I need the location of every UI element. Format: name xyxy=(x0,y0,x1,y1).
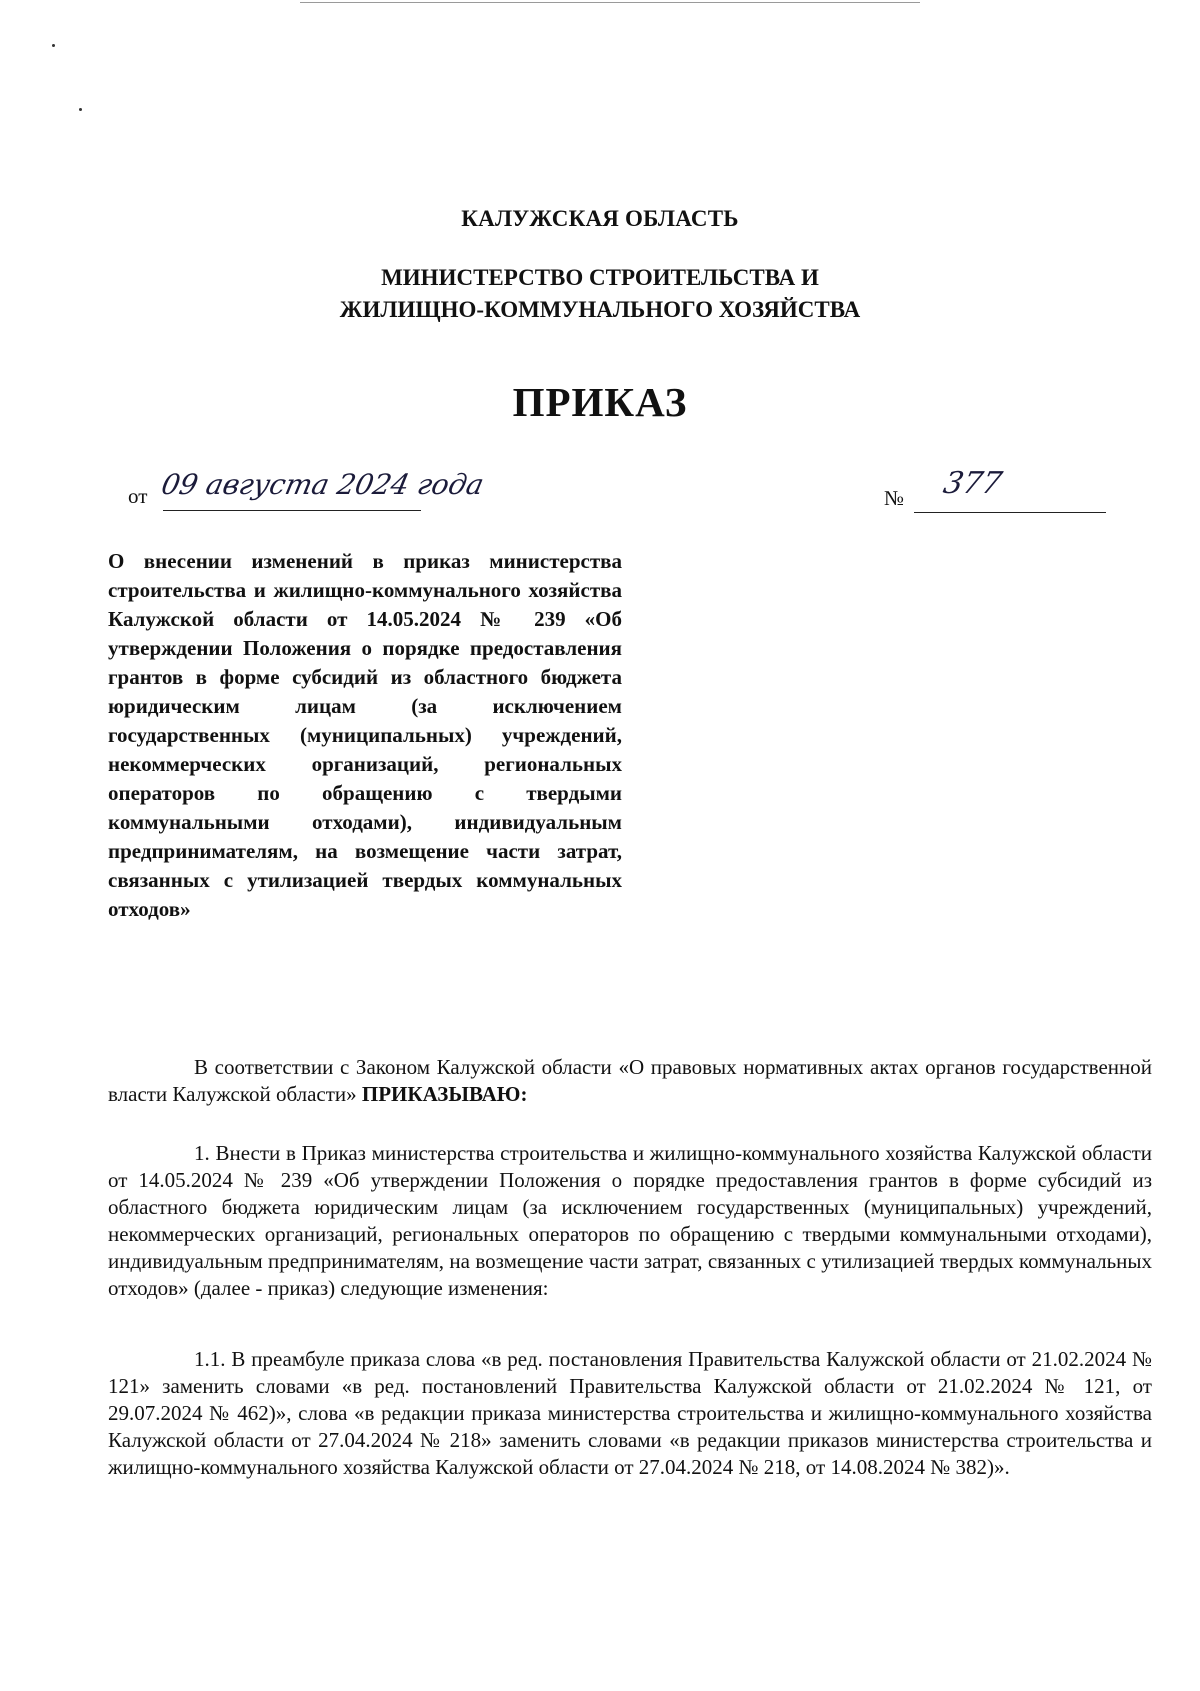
date-underline xyxy=(163,510,421,511)
date-handwritten: 09 августа 2024 года xyxy=(158,468,487,501)
date-label: от xyxy=(128,484,148,508)
preamble-paragraph xyxy=(108,1054,1152,1108)
document-type-title: ПРИКАЗ xyxy=(512,379,688,425)
preamble-text: В соответствии с Законом Калужской области «О правовых нормативных актах органов государственной власти Калужской области» xyxy=(108,1055,1152,1106)
number-handwritten: 377 xyxy=(940,466,1005,501)
ministry-heading-line1: МИНИСТЕРСТВО СТРОИТЕЛЬСТВА И xyxy=(381,265,819,290)
ministry-heading xyxy=(0,262,1200,326)
number-underline xyxy=(914,512,1106,513)
number-label: № xyxy=(884,486,905,510)
scan-speck xyxy=(79,108,82,111)
ministry-heading-line2: ЖИЛИЩНО-КОММУНАЛЬНОГО ХОЗЯЙСТВА xyxy=(339,297,861,322)
region-heading: КАЛУЖСКАЯ ОБЛАСТЬ xyxy=(461,206,739,231)
clause-1: 1. Внести в Приказ министерства строительства и жилищно-коммунального хозяйства Калужской области от 14.05.2024 № 239 «Об утверждении Положения о порядке предоставления грантов в форме субсидий из областного бюджета юридическим лицам (за исключением государственных (муниципальных) учреждений, некоммерческих организаций, региональных операторов по обращению с твердыми коммунальными отходами), индивидуальным предпринимателям, на возмещение части затрат, связанных с утилизацией твердых коммунальных отходов» (далее - приказ) следующие изменения: xyxy=(108,1141,1152,1300)
scan-speck xyxy=(52,44,55,47)
order-directive: ПРИКАЗЫВАЮ: xyxy=(361,1082,528,1106)
order-subject: О внесении изменений в приказ министерства строительства и жилищно-коммунального хозяйства Калужской области от 14.05.2024 № 239 «Об утверждении Положения о порядке предоставления грантов в форме субсидий из областного бюджета юридическим лицам (за исключением государственных (муниципальных) учреждений, некоммерческих организаций, региональных операторов по обращению с твердыми коммунальными отходами), индивидуальным предпринимателям, на возмещение части затрат, связанных с утилизацией твердых коммунальных отходов» xyxy=(108,549,622,921)
clause-1-1: 1.1. В преамбуле приказа слова «в ред. постановления Правительства Калужской области от 21.02.2024 № 121» заменить словами «в ред. постановлений Правительства Калужской области от 21.02.2024 № 121, от 29.07.2024 № 462)», слова «в редакции приказа министерства строительства и жилищно-коммунального хозяйства Калужской области от 27.04.2024 № 218» заменить словами «в редакции приказов министерства строительства и жилищно-коммунального хозяйства Калужской области от 27.04.2024 № 218, от 14.08.2024 № 382)». xyxy=(108,1347,1152,1479)
scan-top-edge-line xyxy=(300,2,920,3)
